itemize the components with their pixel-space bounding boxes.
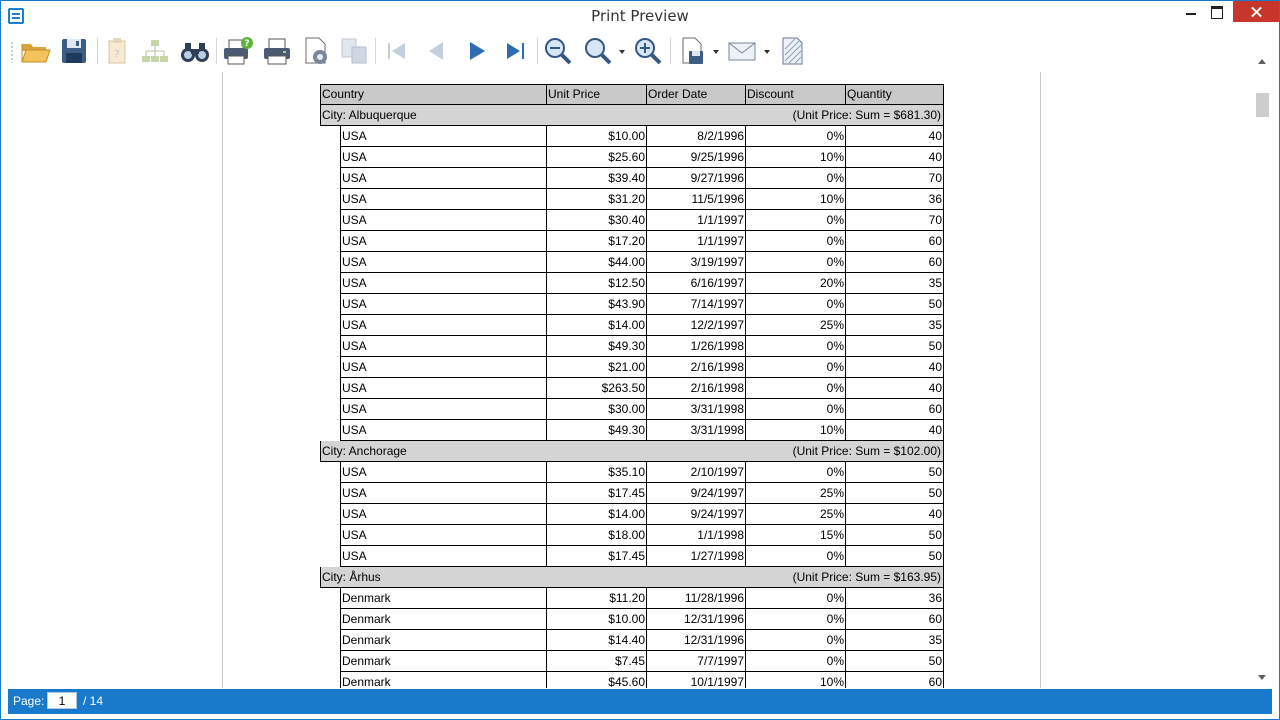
print-icon[interactable]: [261, 35, 293, 67]
table-cell: 70: [845, 168, 943, 188]
table-cell: USA: [342, 150, 367, 164]
toolbar-separator: [537, 38, 538, 64]
table-cell: $11.20: [546, 588, 646, 608]
table-cell: USA: [342, 255, 367, 269]
table-cell: $30.00: [546, 399, 646, 419]
table-cell: 0%: [745, 126, 845, 146]
table-row: [340, 609, 944, 630]
quick-print-icon[interactable]: [221, 35, 253, 67]
table-row: [340, 630, 944, 651]
table-cell: USA: [342, 297, 367, 311]
table-row: [340, 378, 944, 399]
table-cell: Denmark: [342, 612, 391, 626]
table-cell: 9/25/1996: [646, 147, 745, 167]
table-cell: $17.20: [546, 231, 646, 251]
table-cell: $10.00: [546, 609, 646, 629]
scroll-up-arrow-icon[interactable]: [1258, 59, 1266, 64]
zoom-in-icon[interactable]: [632, 35, 664, 67]
table-row: [340, 420, 944, 441]
table-cell: USA: [342, 360, 367, 374]
next-page-icon[interactable]: [461, 35, 493, 67]
table-row: [340, 273, 944, 294]
table-row: [340, 651, 944, 672]
scroll-down-arrow-icon[interactable]: [1258, 675, 1266, 680]
table-cell: 25%: [745, 504, 845, 524]
table-row: [340, 357, 944, 378]
table-cell: 25%: [745, 483, 845, 503]
table-cell: $30.40: [546, 210, 646, 230]
table-row: [340, 525, 944, 546]
table-cell: 12/31/1996: [646, 630, 745, 650]
table-cell: 36: [845, 189, 943, 209]
table-cell: 11/5/1996: [646, 189, 745, 209]
table-cell: 2/10/1997: [646, 462, 745, 482]
watermark-icon[interactable]: [776, 35, 808, 67]
table-cell: 36: [845, 588, 943, 608]
table-cell: $35.10: [546, 462, 646, 482]
zoom-icon[interactable]: [582, 35, 614, 67]
table-cell: $12.50: [546, 273, 646, 293]
column-header-discount: Discount: [745, 85, 845, 104]
table-cell: USA: [342, 339, 367, 353]
total-pages: / 14: [83, 694, 104, 708]
table-cell: 50: [845, 336, 943, 356]
table-cell: 10%: [745, 147, 845, 167]
table-cell: 40: [845, 147, 943, 167]
table-row: [340, 483, 944, 504]
report-body: [320, 105, 944, 688]
email-dropdown-arrow-icon[interactable]: [764, 50, 770, 54]
page-setup-icon[interactable]: [300, 35, 332, 67]
table-cell: USA: [342, 507, 367, 521]
table-cell: USA: [342, 465, 367, 479]
table-row: [340, 147, 944, 168]
table-cell: $14.00: [546, 315, 646, 335]
report-table: [320, 84, 944, 688]
table-cell: USA: [342, 171, 367, 185]
zoom-dropdown-arrow-icon[interactable]: [619, 50, 625, 54]
table-cell: 3/19/1997: [646, 252, 745, 272]
table-cell: $17.45: [546, 546, 646, 566]
group-label: City: Albuquerque: [322, 108, 417, 122]
window-title: Print Preview: [591, 7, 689, 25]
maximize-button[interactable]: [1200, 1, 1234, 23]
table-cell: 0%: [745, 252, 845, 272]
table-cell: 35: [845, 630, 943, 650]
status-bar: [8, 689, 1272, 714]
svg-text:?: ?: [244, 39, 250, 49]
table-cell: 40: [845, 357, 943, 377]
table-cell: USA: [342, 318, 367, 332]
table-cell: 12/2/1997: [646, 315, 745, 335]
table-cell: 0%: [745, 378, 845, 398]
table-row: [340, 546, 944, 567]
table-cell: 0%: [745, 231, 845, 251]
table-cell: 60: [845, 252, 943, 272]
first-page-icon[interactable]: [381, 35, 413, 67]
page-border-right: [1040, 72, 1041, 688]
table-cell: $49.30: [546, 336, 646, 356]
table-cell: 0%: [745, 609, 845, 629]
table-cell: 0%: [745, 462, 845, 482]
table-cell: 35: [845, 315, 943, 335]
page-border-left: [222, 72, 223, 688]
table-cell: $45.60: [546, 672, 646, 688]
table-cell: USA: [342, 234, 367, 248]
table-cell: $21.00: [546, 357, 646, 377]
table-cell: 50: [845, 462, 943, 482]
table-cell: 0%: [745, 651, 845, 671]
table-cell: $17.45: [546, 483, 646, 503]
table-cell: USA: [342, 549, 367, 563]
toolbar-separator: [97, 38, 98, 64]
find-icon[interactable]: [179, 35, 211, 67]
table-cell: 2/16/1998: [646, 357, 745, 377]
toolbar: [9, 31, 1271, 71]
document-map-icon[interactable]: [139, 35, 171, 67]
table-cell: 10%: [745, 672, 845, 688]
table-cell: 50: [845, 651, 943, 671]
table-cell: 9/24/1997: [646, 483, 745, 503]
group-header-row: [320, 567, 944, 588]
table-cell: 20%: [745, 273, 845, 293]
table-cell: 15%: [745, 525, 845, 545]
table-cell: 10/1/1997: [646, 672, 745, 688]
table-cell: 0%: [745, 336, 845, 356]
toolbar-separator: [670, 38, 671, 64]
email-icon[interactable]: [726, 35, 758, 67]
table-cell: $44.00: [546, 252, 646, 272]
title-bar: [1, 1, 1279, 31]
table-cell: $14.00: [546, 504, 646, 524]
table-cell: $18.00: [546, 525, 646, 545]
save-icon[interactable]: [58, 35, 90, 67]
table-cell: USA: [342, 486, 367, 500]
table-cell: 1/1/1998: [646, 525, 745, 545]
table-cell: 40: [845, 378, 943, 398]
parameters-icon[interactable]: [101, 35, 133, 67]
zoom-out-icon[interactable]: [542, 35, 574, 67]
last-page-icon[interactable]: [499, 35, 531, 67]
table-cell: $14.40: [546, 630, 646, 650]
table-cell: 1/1/1997: [646, 210, 745, 230]
table-row: [340, 336, 944, 357]
vertical-scrollbar[interactable]: [1254, 55, 1271, 688]
table-row: [340, 504, 944, 525]
table-row: [340, 672, 944, 688]
table-cell: $31.20: [546, 189, 646, 209]
table-cell: 60: [845, 672, 943, 688]
table-cell: 0%: [745, 399, 845, 419]
table-cell: USA: [342, 213, 367, 227]
export-dropdown-arrow-icon[interactable]: [713, 50, 719, 54]
column-header-order-date: Order Date: [646, 85, 745, 104]
table-cell: 0%: [745, 168, 845, 188]
group-header-row: [320, 441, 944, 462]
table-cell: 7/7/1997: [646, 651, 745, 671]
table-cell: USA: [342, 402, 367, 416]
table-cell: $263.50: [546, 378, 646, 398]
group-header-row: [320, 105, 944, 126]
table-cell: 0%: [745, 588, 845, 608]
table-cell: 0%: [745, 357, 845, 377]
table-cell: USA: [342, 276, 367, 290]
table-cell: $25.60: [546, 147, 646, 167]
table-cell: 40: [845, 420, 943, 440]
table-cell: 7/14/1997: [646, 294, 745, 314]
table-cell: 3/31/1998: [646, 399, 745, 419]
table-cell: 60: [845, 609, 943, 629]
table-row: [340, 231, 944, 252]
open-icon[interactable]: [19, 35, 51, 67]
group-summary: (Unit Price: Sum = $163.95): [792, 570, 941, 584]
table-cell: 2/16/1998: [646, 378, 745, 398]
page-label: Page:: [13, 694, 45, 708]
table-cell: 12/31/1996: [646, 609, 745, 629]
column-header-country: Country: [322, 87, 365, 101]
table-cell: USA: [342, 528, 367, 542]
table-cell: 50: [845, 525, 943, 545]
table-cell: 0%: [745, 630, 845, 650]
close-button[interactable]: [1233, 1, 1279, 22]
table-cell: 60: [845, 231, 943, 251]
table-row: [340, 168, 944, 189]
table-cell: 25%: [745, 315, 845, 335]
table-cell: 6/16/1997: [646, 273, 745, 293]
report-header-row: [320, 84, 944, 105]
column-header-quantity: Quantity: [845, 85, 943, 104]
table-cell: $49.30: [546, 420, 646, 440]
table-cell: USA: [342, 381, 367, 395]
current-page-input[interactable]: [47, 692, 77, 709]
table-cell: Denmark: [342, 675, 391, 688]
table-cell: $43.90: [546, 294, 646, 314]
table-cell: Denmark: [342, 591, 391, 605]
group-label: City: Århus: [322, 570, 381, 584]
table-cell: 9/27/1996: [646, 168, 745, 188]
export-icon[interactable]: [677, 35, 709, 67]
table-cell: 35: [845, 273, 943, 293]
table-cell: 0%: [745, 210, 845, 230]
table-cell: 70: [845, 210, 943, 230]
table-cell: 60: [845, 399, 943, 419]
group-label: City: Anchorage: [322, 444, 407, 458]
table-cell: $39.40: [546, 168, 646, 188]
table-cell: 40: [845, 504, 943, 524]
table-cell: 8/2/1996: [646, 126, 745, 146]
table-cell: 50: [845, 294, 943, 314]
column-header-unit-price: Unit Price: [546, 85, 646, 104]
table-row: [340, 588, 944, 609]
table-cell: $7.45: [546, 651, 646, 671]
table-cell: USA: [342, 129, 367, 143]
svg-text:?: ?: [114, 49, 120, 60]
table-cell: 40: [845, 126, 943, 146]
table-cell: 1/26/1998: [646, 336, 745, 356]
toolbar-separator: [216, 38, 217, 64]
table-cell: Denmark: [342, 654, 391, 668]
table-row: [340, 189, 944, 210]
group-summary: (Unit Price: Sum = $102.00): [792, 444, 941, 458]
table-cell: 10%: [745, 189, 845, 209]
table-cell: 1/27/1998: [646, 546, 745, 566]
scroll-thumb[interactable]: [1256, 93, 1269, 117]
table-row: [340, 252, 944, 273]
table-cell: USA: [342, 192, 367, 206]
table-cell: Denmark: [342, 633, 391, 647]
table-cell: 11/28/1996: [646, 588, 745, 608]
table-cell: 10%: [745, 420, 845, 440]
table-cell: 1/1/1997: [646, 231, 745, 251]
table-cell: $10.00: [546, 126, 646, 146]
table-cell: 50: [845, 546, 943, 566]
table-cell: 9/24/1997: [646, 504, 745, 524]
table-row: [340, 462, 944, 483]
previous-page-icon[interactable]: [420, 35, 452, 67]
table-row: [340, 294, 944, 315]
toolbar-grip[interactable]: [11, 41, 13, 63]
table-row: [340, 399, 944, 420]
toolbar-separator: [375, 38, 376, 64]
table-cell: 0%: [745, 294, 845, 314]
table-cell: 0%: [745, 546, 845, 566]
table-cell: USA: [342, 423, 367, 437]
group-summary: (Unit Price: Sum = $681.30): [792, 108, 941, 122]
table-row: [340, 315, 944, 336]
preview-pane[interactable]: [8, 72, 1254, 688]
table-cell: 50: [845, 483, 943, 503]
table-row: [340, 210, 944, 231]
table-row: [340, 126, 944, 147]
table-cell: 3/31/1998: [646, 420, 745, 440]
scale-icon[interactable]: [338, 35, 370, 67]
